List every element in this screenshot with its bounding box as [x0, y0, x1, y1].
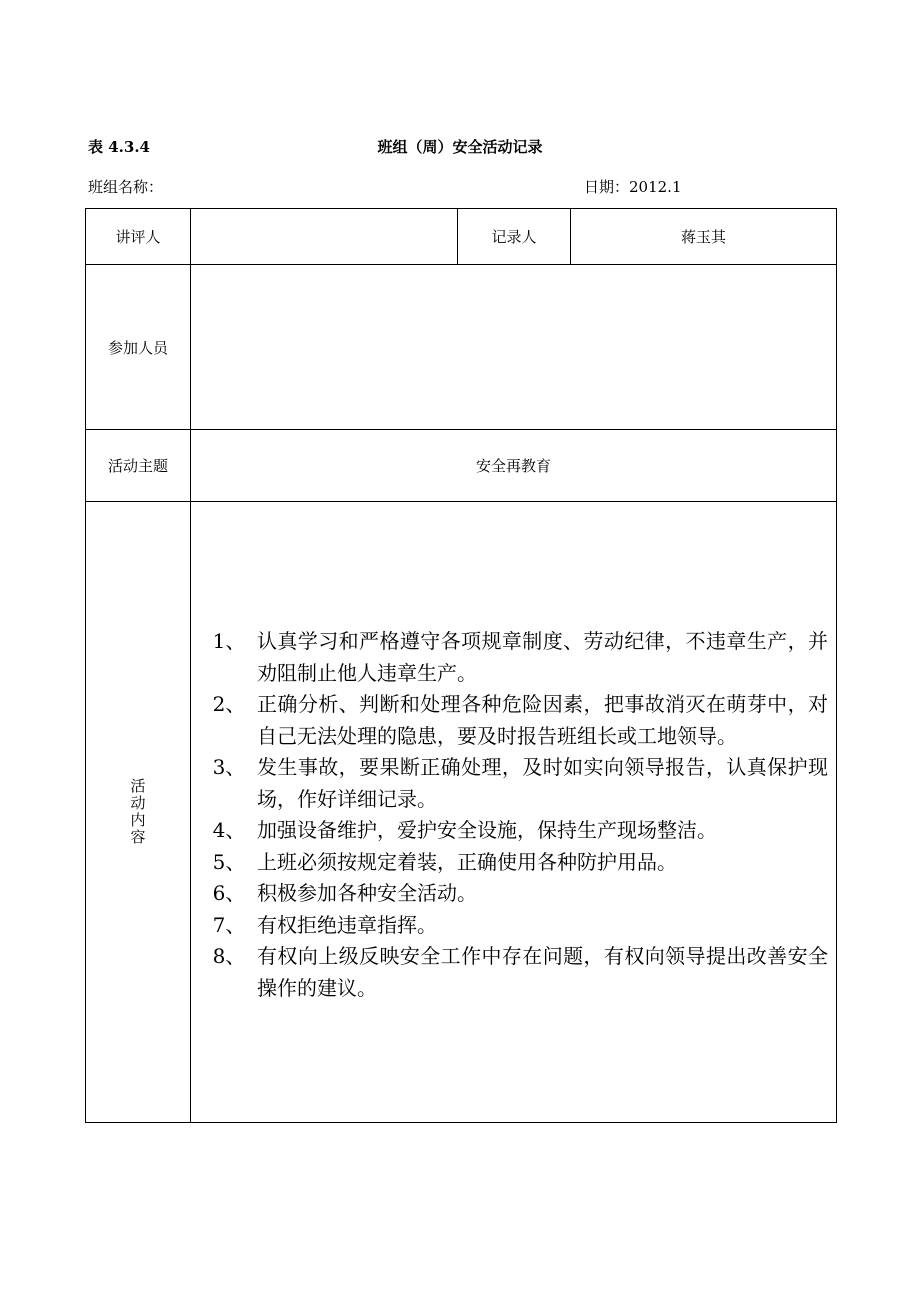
list-item — [201, 815, 828, 847]
content-value-cell[interactable] — [191, 502, 837, 1123]
speaker-value[interactable] — [191, 209, 458, 265]
document-title: 班组（周）安全活动记录 — [377, 138, 543, 156]
topic-value[interactable]: 安全再教育 — [191, 430, 837, 502]
item-text: 加强设备维护，爱护安全设施，保持生产现场整洁。 — [257, 818, 717, 842]
item-text: 上班必须按规定着装，正确使用各种防护用品。 — [257, 849, 677, 874]
participants-label: 参加人员 — [86, 265, 191, 430]
table-number: 表 4.3.4 — [88, 138, 150, 156]
item-number: 1、 — [212, 629, 246, 653]
list-item — [201, 847, 828, 879]
list-item — [201, 910, 828, 942]
item-text: 认真学习和严格遵守各项规章制度、劳动纪律，不违章生产，并劝阻制止他人违章生产。 — [257, 629, 828, 685]
speaker-row — [86, 209, 837, 265]
topic-label: 活动主题 — [86, 430, 191, 502]
item-text: 正确分析、判断和处理各种危险因素，把事故消灭在萌芽中，对自己无法处理的隐患，要及时报告班组长或工地领导。 — [257, 692, 828, 748]
date-field: 日期：2012.1 — [584, 178, 682, 196]
list-item — [201, 941, 828, 1004]
item-text: 积极参加各种安全活动。 — [257, 881, 477, 905]
item-number: 3、 — [212, 755, 246, 779]
item-number: 6、 — [212, 881, 246, 905]
item-number: 4、 — [212, 818, 246, 842]
list-item — [201, 752, 828, 815]
item-text: 有权拒绝违章指挥。 — [257, 912, 437, 937]
content-label-cell — [86, 502, 191, 1123]
content-row — [86, 502, 837, 1123]
item-number: 2、 — [212, 692, 246, 716]
item-text: 发生事故，要果断正确处理，及时如实向领导报告，认真保护现场，作好详细记录。 — [257, 755, 828, 811]
recorder-value[interactable]: 蒋玉其 — [571, 209, 837, 265]
topic-row — [86, 430, 837, 502]
content-label: 活动内容 — [130, 777, 146, 846]
activity-record-table — [85, 208, 837, 1123]
content-list — [191, 620, 836, 1004]
speaker-label: 讲评人 — [86, 209, 191, 265]
participants-row — [86, 265, 837, 430]
recorder-label: 记录人 — [458, 209, 571, 265]
item-number: 5、 — [212, 849, 246, 874]
list-item — [201, 689, 828, 752]
item-number: 8、 — [212, 944, 246, 968]
list-item — [201, 878, 828, 910]
participants-value[interactable] — [191, 265, 837, 430]
team-name-label: 班组名称： — [88, 178, 164, 196]
item-number: 7、 — [212, 912, 246, 937]
list-item — [201, 626, 828, 689]
item-text: 有权向上级反映安全工作中存在问题，有权向领导提出改善安全操作的建议。 — [257, 944, 828, 1000]
